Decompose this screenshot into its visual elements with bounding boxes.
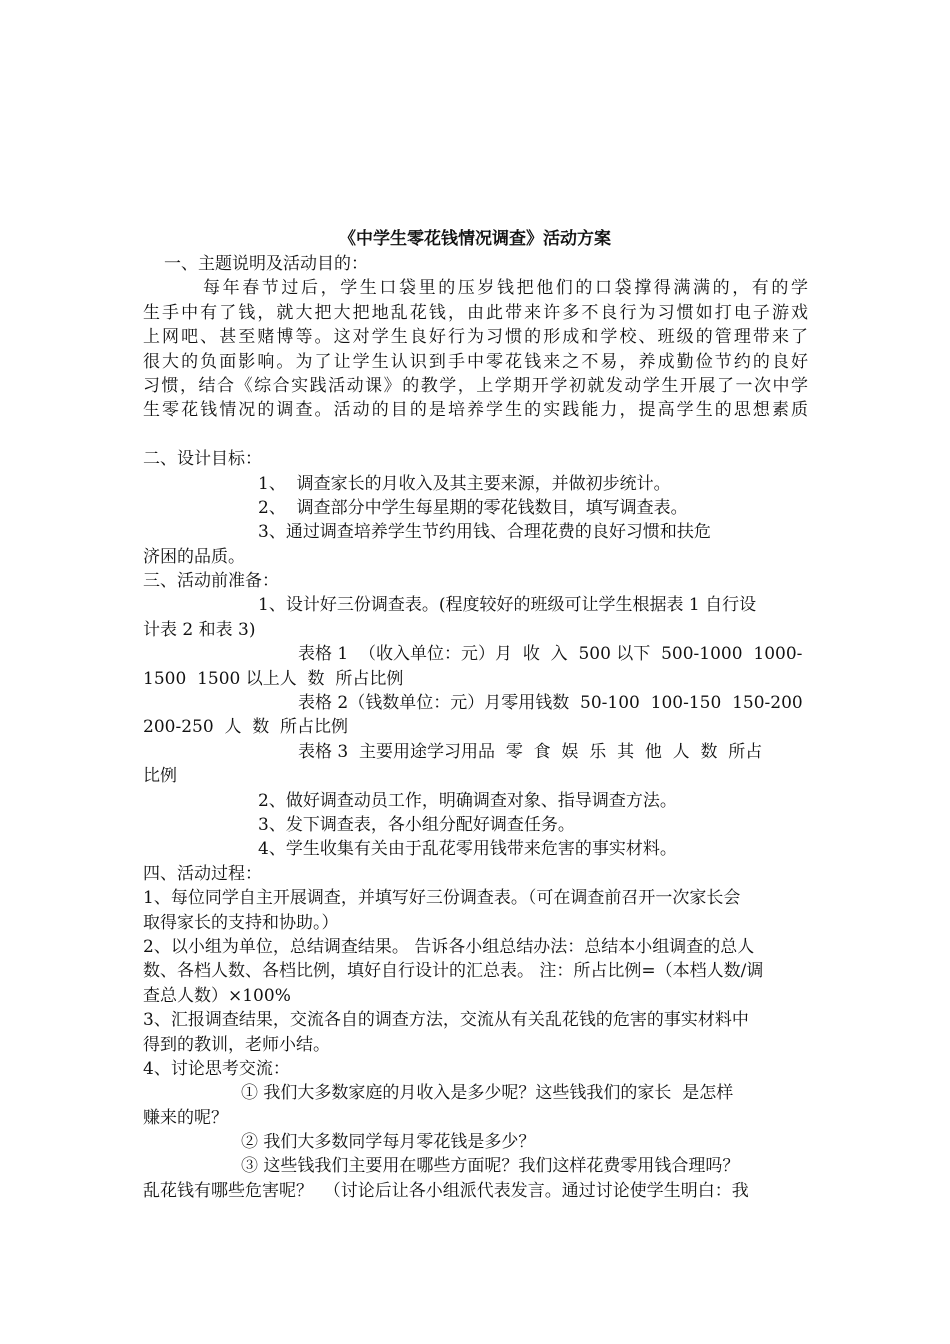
discussion-question-continuation: 乱花钱有哪些危害呢？ （讨论后让各小组派代表发言。通过讨论使学生明白：我	[143, 1180, 749, 1201]
table-description-continuation: 比例	[143, 766, 177, 787]
blank-line	[143, 423, 808, 447]
table-description-continuation: 200-250 人 数 所占比例	[143, 717, 349, 738]
section-heading-1: 一、主题说明及活动目的：	[164, 254, 368, 274]
discussion-question-continuation: 赚来的呢？	[143, 1107, 228, 1128]
section-heading-4: 四、活动过程：	[143, 863, 262, 884]
document-title: 《中学生零花钱情况调查》活动方案	[339, 229, 611, 249]
process-item-continuation: 查总人数）×100%	[143, 985, 291, 1006]
document-body	[143, 252, 808, 1203]
process-item-continuation: 得到的教训，老师小结。	[143, 1034, 330, 1055]
section-heading-3: 三、活动前准备：	[143, 571, 279, 592]
paragraph-line: 每年春节过后，学生口袋里的压岁钱把他们的口袋撑得满满的，有的学	[203, 278, 808, 299]
process-item: 4、讨论思考交流：	[143, 1058, 290, 1079]
table-description-continuation: 1500 1500 以上人 数 所占比例	[143, 668, 404, 689]
section-heading-2: 二、设计目标：	[143, 449, 262, 470]
paragraph-line: 生零花钱情况的调查。活动的目的是培养学生的实践能力，提高学生的思想素质	[143, 400, 808, 421]
list-item: 2、 调查部分中学生每星期的零花钱数目，填写调查表。	[258, 497, 688, 518]
discussion-question: ② 我们大多数同学每月零花钱是多少？	[241, 1132, 536, 1153]
discussion-question: ① 我们大多数家庭的月收入是多少呢？这些钱我们的家长 是怎样	[241, 1083, 734, 1104]
table-description: 表格 2（钱数单位：元）月零用钱数 50-100 100-150 150-200	[298, 693, 803, 714]
list-item-continuation: 计表 2 和表 3)	[143, 619, 256, 640]
list-item: 3、发下调查表，各小组分配好调查任务。	[258, 814, 575, 835]
discussion-question: ③ 这些钱我们主要用在哪些方面呢？我们这样花费零用钱合理吗？	[241, 1156, 740, 1177]
list-item: 1、 调查家长的月收入及其主要来源，并做初步统计。	[258, 473, 671, 494]
list-item-continuation: 济困的品质。	[143, 546, 245, 567]
table-description: 表格 1 （收入单位：元）月 收 入 500 以下 500-1000 1000-	[298, 644, 803, 665]
process-item: 1、每位同学自主开展调查，并填写好三份调查表。（可在调查前召开一次家长会	[143, 888, 741, 909]
list-item: 4、学生收集有关由于乱花零用钱带来危害的事实材料。	[258, 839, 677, 860]
paragraph-line: 习惯，结合《综合实践活动课》的教学，上学期开学初就发动学生开展了一次中学	[143, 375, 808, 396]
process-item-continuation: 取得家长的支持和协助。）	[143, 912, 339, 933]
list-item: 2、做好调查动员工作，明确调查对象、指导调查方法。	[258, 790, 677, 811]
process-item-continuation: 数、各档人数、各档比例，填好自行设计的汇总表。 注：所占比例=（本档人数/调	[143, 961, 764, 982]
paragraph-line: 上网吧、甚至赌博等。这对学生良好行为习惯的形成和学校、班级的管理带来了	[143, 327, 808, 348]
paragraph-line: 很大的负面影响。为了让学生认识到手中零花钱来之不易，养成勤俭节约的良好	[143, 351, 808, 372]
paragraph-line: 生手中有了钱，就大把大把地乱花钱，由此带来许多不良行为习惯如打电子游戏	[143, 302, 808, 323]
table-description: 表格 3 主要用途学习用品 零 食 娱 乐 其 他 人 数 所占	[298, 741, 763, 762]
list-item: 3、通过调查培养学生节约用钱、合理花费的良好习惯和扶危	[258, 522, 711, 543]
list-item: 1、设计好三份调查表。(程度较好的班级可让学生根据表 1 自行设	[258, 595, 757, 616]
process-item: 3、汇报调查结果，交流各自的调查方法，交流从有关乱花钱的危害的事实材料中	[143, 1010, 749, 1031]
process-item: 2、以小组为单位，总结调查结果。 告诉各小组总结办法：总结本小组调查的总人	[143, 936, 755, 957]
